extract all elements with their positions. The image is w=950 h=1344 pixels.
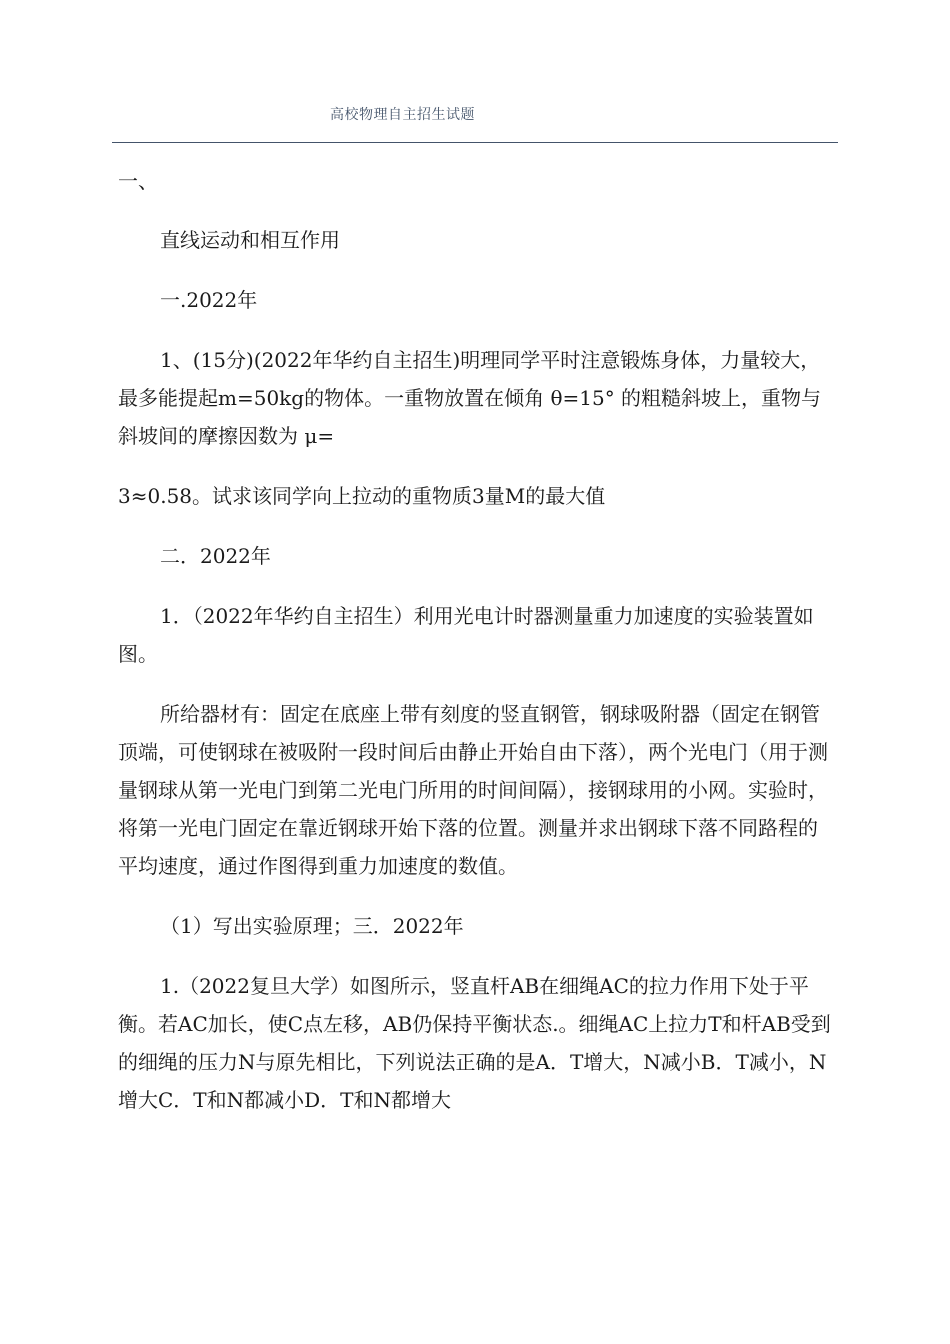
- question-paragraph-2: 1．（2022年华约自主招生）利用光电计时器测量重力加速度的实验装置如图。: [118, 604, 814, 666]
- question-paragraph-1: 1、(15分)(2022年华约自主招生)明理同学平时注意锻炼身体，力量较大，最多能提起m=50kg的物体。一重物放置在倾角 θ=15° 的粗糙斜坡上，重物与斜坡间的摩擦因数为 μ=: [118, 348, 822, 448]
- subquestion-and-year-heading-3: （1）写出实验原理；三．2022年: [160, 914, 464, 938]
- document-body: [118, 162, 834, 1119]
- section-heading-numeral: 一、: [118, 169, 158, 193]
- materials-paragraph: 所给器材有：固定在底座上带有刻度的竖直钢管，钢球吸附器（固定在钢管顶端，可使钢球在被吸附一段时间后由静止开始自由下落），两个光电门（用于测量钢球从第一光电门到第二光电门所用的时间间隔），接钢球用的小网。实验时，将第一光电门固定在靠近钢球开始下落的位置。测量并求出钢球下落不同路程的平均速度，通过作图得到重力加速度的数值。: [118, 702, 828, 878]
- header-divider: [112, 142, 838, 143]
- page-header-title: 高校物理自主招生试题: [330, 107, 475, 123]
- chapter-title: 直线运动和相互作用: [160, 228, 340, 252]
- year-heading-1: 一.2022年: [160, 288, 258, 312]
- year-heading-2: 二．2022年: [160, 544, 271, 568]
- question-paragraph-1-continued: 3≈0.58。试求该同学向上拉动的重物质3量M的最大值: [118, 484, 606, 508]
- question-paragraph-3: 1.（2022复旦大学）如图所示，竖直杆AB在细绳AC的拉力作用下处于平衡。若AC加长，使C点左移，AB仍保持平衡状态.。细绳AC上拉力T和杆AB受到的细绳的压力N与原先相比，下列说法正确的是A．T增大，N减小B．T减小，N增大C．T和N都减小D．T和N都增大: [118, 974, 831, 1112]
